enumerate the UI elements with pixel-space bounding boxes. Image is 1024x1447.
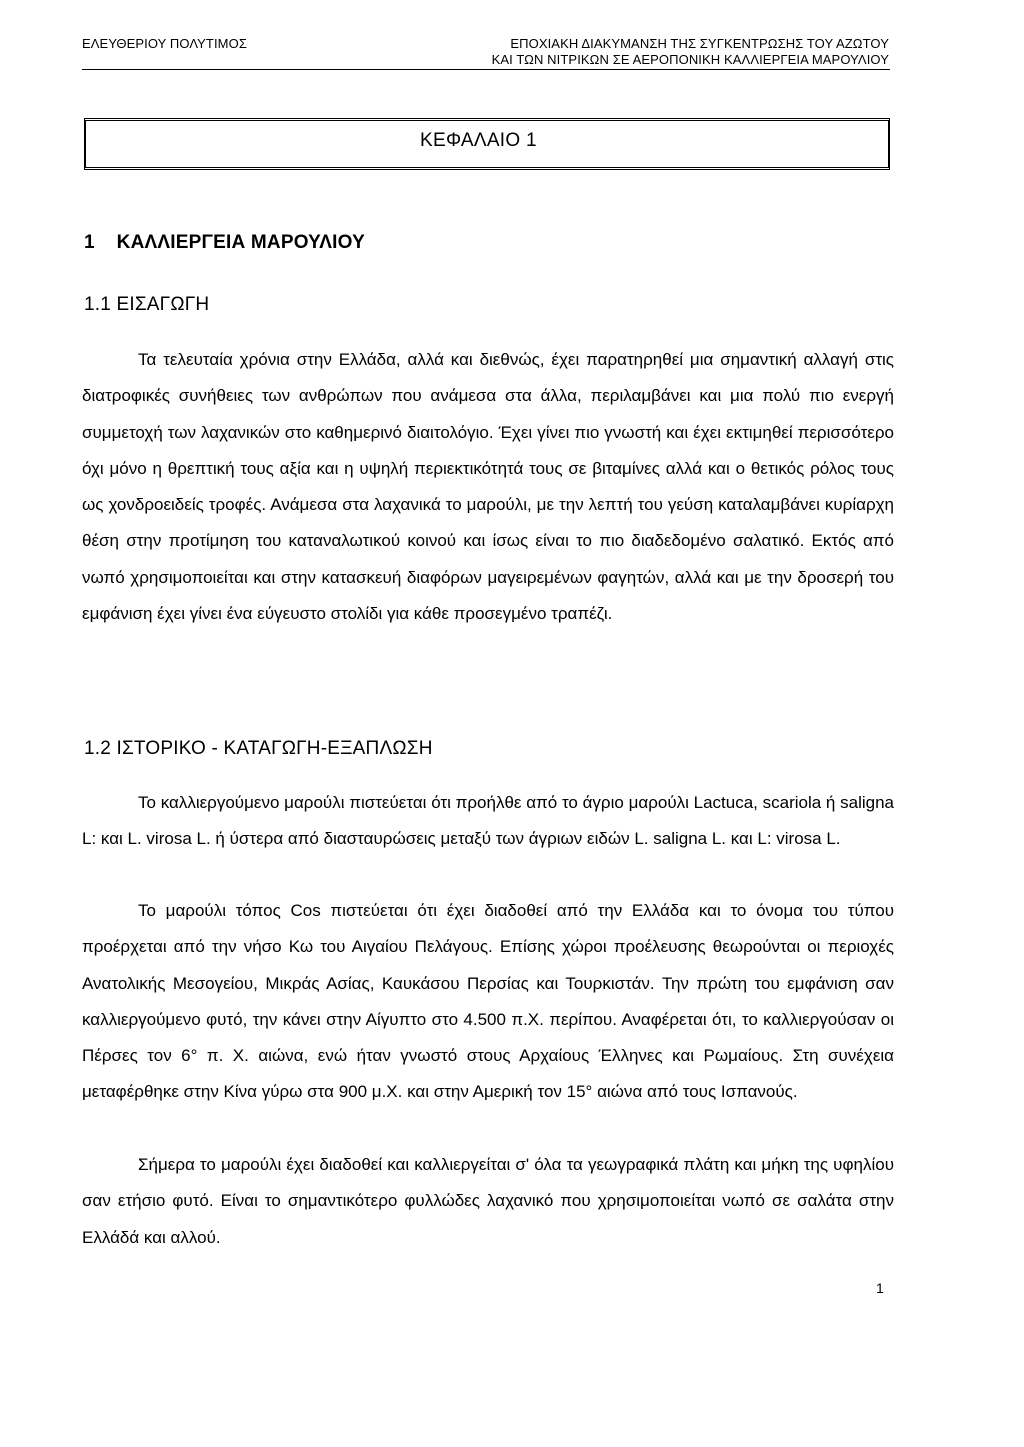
- introduction-paragraph: Τα τελευταία χρόνια στην Ελλάδα, αλλά και διεθνώς, έχει παρατηρηθεί μια σημαντική αλλαγή στις διατροφικές συνήθειες των ανθρώπων που ανάμεσα στα άλλα, περιλαμβάνει και μια πολύ πιο ενεργή συμμετοχή των λαχανικών στο καθημερινό διαιτολόγιο. Έχει γίνει πιο γνωστή και έχει εκτιμηθεί περισσότερο όχι μόνο η θρεπτική τους αξία και η υψηλή περιεκτικότητά τους σε βιταμίνες αλλά και ο θετικός ρόλος τους ως χονδροειδείς τροφές. Ανάμεσα στα λαχανικά το μαρούλι, με την λεπτή του γεύση καταλαμβάνει κυρίαρχη θέση στην προτίμηση του καταναλωτικού κοινού και ίσως είναι το πιο διαδεδομένο σαλατικό. Εκτός από νωπό χρησιμοποιείται και στην κατασκευή διαφόρων μαγειρεμένων φαγητών, αλλά και με την δροσερή του εμφάνιση έχει γίνει ένα εύγευστο στολίδι για κάθε προσεγμένο τραπέζι.: [82, 350, 894, 624]
- running-header-title-line-2: ΚΑΙ ΤΩΝ ΝΙΤΡΙΚΩΝ ΣΕ ΑΕΡΟΠΟΝΙΚΗ ΚΑΛΛΙΕΡΓΕΙΑ ΜΑΡΟΥΛΙΟΥ: [491, 52, 889, 67]
- subsection-heading-introduction: 1.1 ΕΙΣΑΓΩΓΗ: [84, 294, 210, 315]
- subsection-heading-history: 1.2 ΙΣΤΟΡΙΚΟ - ΚΑΤΑΓΩΓΗ-ΕΞΑΠΛΩΣΗ: [84, 738, 433, 759]
- section-heading: 1 ΚΑΛΛΙΕΡΓΕΙΑ ΜΑΡΟΥΛΙΟΥ: [84, 232, 365, 253]
- header-rule: [82, 69, 890, 70]
- running-header-author: ΕΛΕΥΘΕΡΙΟΥ ΠΟΛΥΤΙΜΟΣ: [82, 36, 247, 51]
- history-paragraph-3: Σήμερα το μαρούλι έχει διαδοθεί και καλλιεργείται σ' όλα τα γεωγραφικά πλάτη και μήκη της υφηλίου σαν ετήσιο φυτό. Είναι το σημαντικότερο φυλλώδες λαχανικό που χρησιμοποιείται νωπό σε σαλάτα στην Ελλάδά και αλλού.: [82, 1155, 894, 1247]
- running-header-title-line-1: ΕΠΟΧΙΑΚΗ ΔΙΑΚΥΜΑΝΣΗ ΤΗΣ ΣΥΓΚΕΝΤΡΩΣΗΣ ΤΟΥ ΑΖΩΤΟΥ: [510, 36, 889, 51]
- running-header-title: [492, 36, 889, 68]
- chapter-title: ΚΕΦΑΛΑΙΟ 1: [420, 130, 537, 151]
- page-number: 1: [876, 1280, 884, 1296]
- history-paragraph-1: Το καλλιεργούμενο μαρούλι πιστεύεται ότι προήλθε από το άγριο μαρούλι Lactuca, scariola ή saligna L: και L. virosa L. ή ύστερα από διασταυρώσεις μεταξύ των άγριων ειδών L. saligna L. και L: virosa L.: [82, 793, 894, 849]
- history-paragraph-2: Το μαρούλι τόπος Cos πιστεύεται ότι έχει διαδοθεί από την Ελλάδα και το όνομα του τύπου προέρχεται από την νήσο Κω του Αιγαίου Πελάγους. Επίσης χώροι προέλευσης θεωρούνται οι περιοχές Ανατολικής Μεσογείου, Μικράς Ασίας, Καυκάσου Περσίας και Τουρκιστάν. Την πρώτη του εμφάνιση σαν καλλιεργούμενο φυτό, την κάνει στην Αίγυπτο στο 4.500 π.Χ. περίπου. Αναφέρεται ότι, το καλλιεργούσαν οι Πέρσες τον 6° π. Χ. αιώνα, ενώ ήταν γνωστό στους Αρχαίους Έλληνες και Ρωμαίους. Στη συνέχεια μεταφέρθηκε στην Κίνα γύρω στα 900 μ.Χ. και στην Αμερική τον 15° αιώνα από τους Ισπανούς.: [82, 901, 894, 1102]
